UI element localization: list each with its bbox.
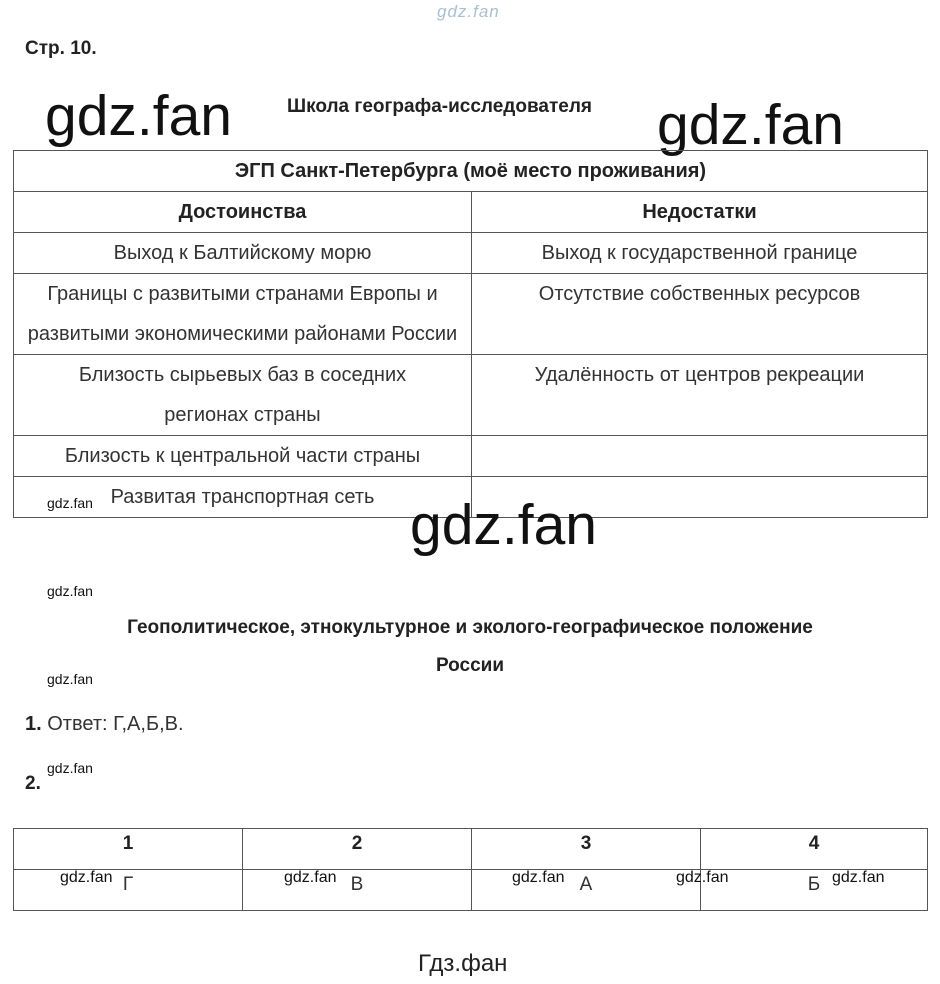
watermark-large: gdz.fan xyxy=(45,84,232,148)
advantage-cell: Близость к центральной части страны xyxy=(14,436,472,477)
section-title-geopolitical-cont: России xyxy=(435,655,505,676)
watermark-small: gdz.fan xyxy=(47,760,93,776)
table-row xyxy=(14,355,928,436)
answer-cell: Г xyxy=(14,870,243,911)
watermark-small: gdz.fan xyxy=(676,869,729,886)
watermark-large: gdz.fan xyxy=(410,493,597,557)
watermark-small: gdz.fan xyxy=(832,869,885,886)
question-2-number: 2. xyxy=(25,773,41,794)
section-title-geopolitical: Геополитическое, этнокультурное и эколого-географическое положение xyxy=(127,617,813,638)
watermark-small: gdz.fan xyxy=(47,583,93,599)
section-title-school: Школа географа-исследователя xyxy=(287,96,592,117)
advantage-cell: Близость сырьевых баз в соседних регионах страны xyxy=(14,355,472,436)
question-1-answer xyxy=(25,713,184,736)
answer-cell: А xyxy=(472,870,701,911)
table-row xyxy=(14,233,928,274)
advantage-cell: Выход к Балтийскому морю xyxy=(14,233,472,274)
watermark-large: gdz.fan xyxy=(657,93,844,157)
answer-cell: В xyxy=(243,870,472,911)
answer-table xyxy=(13,828,928,911)
watermark-small: gdz.fan xyxy=(60,869,113,886)
advantage-cell: Развитая транспортная сеть xyxy=(14,477,472,518)
answer-column-header: 1 xyxy=(14,829,243,870)
page-reference: Стр. 10. xyxy=(25,38,97,59)
disadvantage-cell: Отсутствие собственных ресурсов xyxy=(472,274,928,355)
watermark-small: gdz.fan xyxy=(512,869,565,886)
watermark-top: gdz.fan xyxy=(437,2,500,21)
answer-column-header: 4 xyxy=(701,829,928,870)
advantage-cell: Границы с развитыми странами Европы и развитыми экономическими районами России xyxy=(14,274,472,355)
watermark-small: gdz.fan xyxy=(284,869,337,886)
answer-column-header: 2 xyxy=(243,829,472,870)
watermark-small: gdz.fan xyxy=(47,495,93,511)
answer-column-header: 3 xyxy=(472,829,701,870)
question-1-number: 1. xyxy=(25,713,42,735)
column-header-disadvantages: Недостатки xyxy=(472,192,928,233)
column-header-advantages: Достоинства xyxy=(14,192,472,233)
watermark-small: gdz.fan xyxy=(47,671,93,687)
footer-text: Гдз.фан xyxy=(418,950,508,977)
disadvantage-cell: Удалённость от центров рекреации xyxy=(472,355,928,436)
disadvantage-cell: Выход к государственной границе xyxy=(472,233,928,274)
table-row xyxy=(14,436,928,477)
question-1-text: Ответ: Г,А,Б,В. xyxy=(47,713,184,735)
table-title: ЭГП Санкт-Петербурга (моё место проживания) xyxy=(14,151,928,192)
answer-cell: Б xyxy=(701,870,928,911)
table-row xyxy=(14,274,928,355)
egp-table xyxy=(13,150,928,518)
disadvantage-cell xyxy=(472,436,928,477)
